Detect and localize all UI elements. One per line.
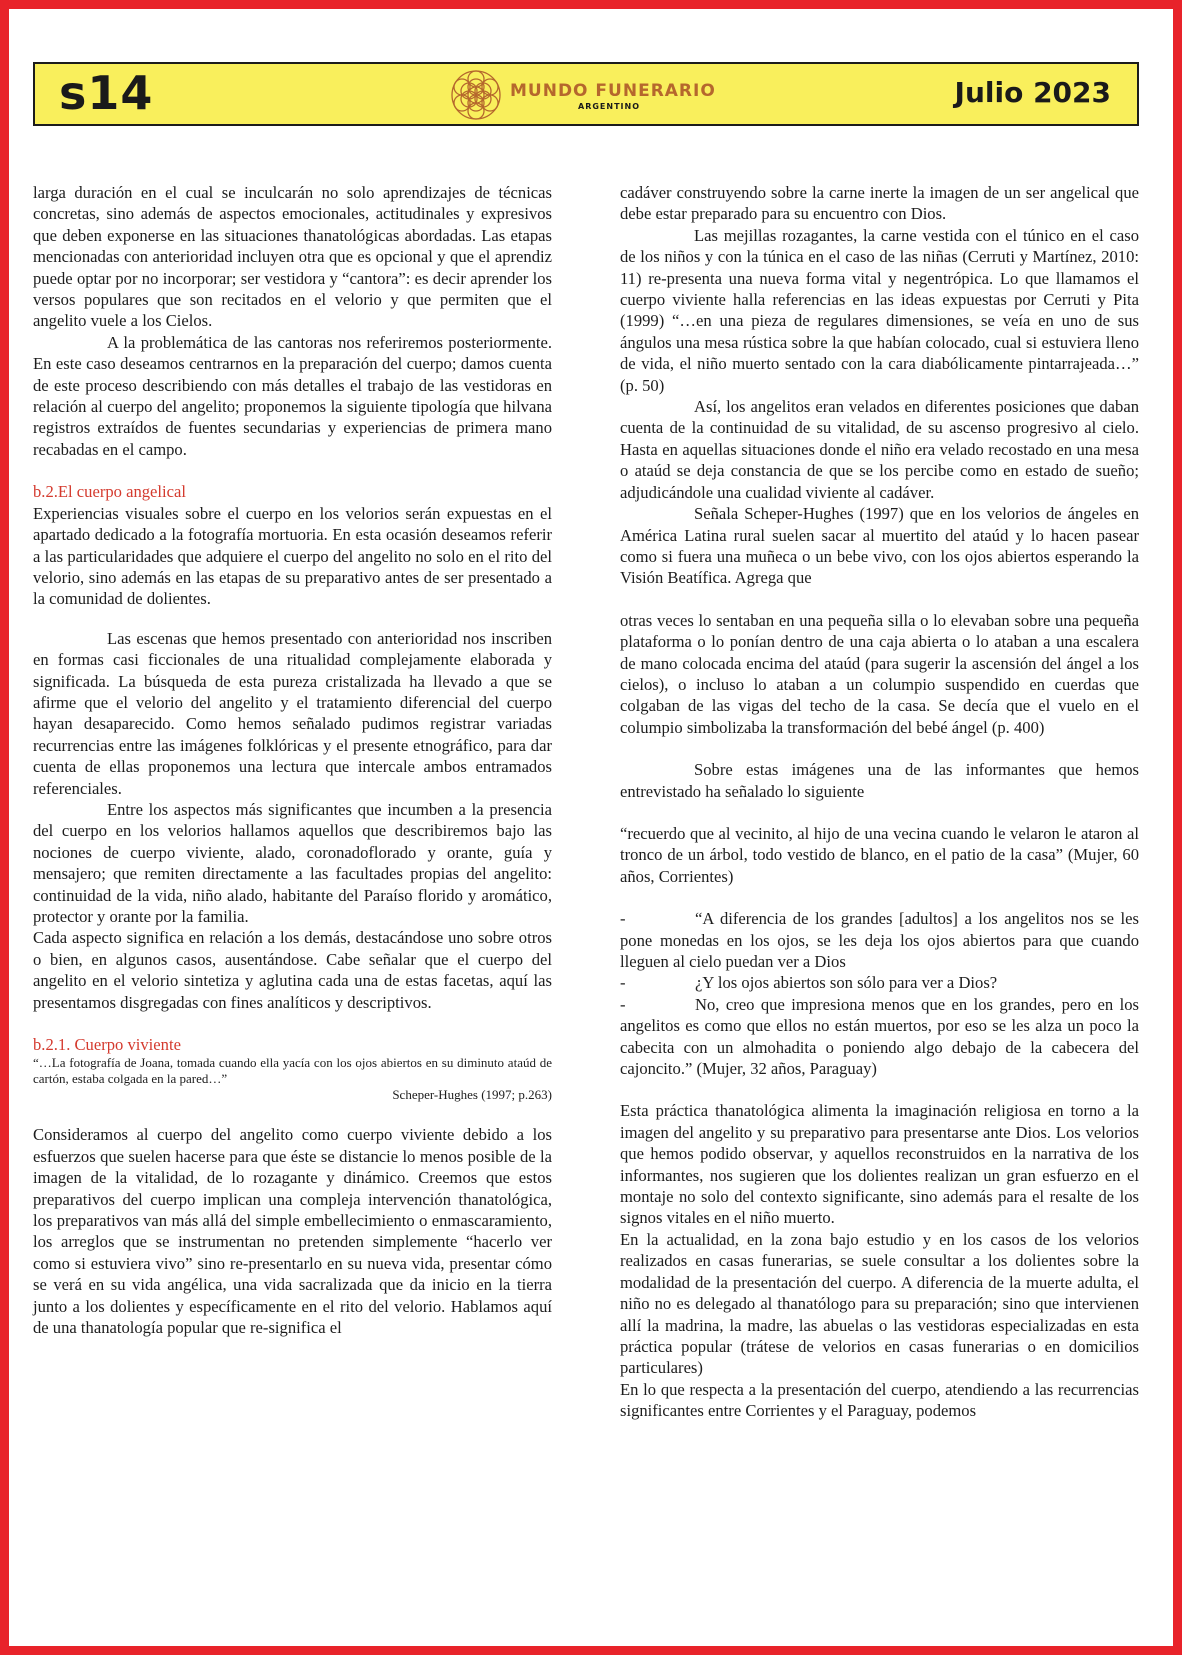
interview-text: “A diferencia de los grandes [adultos] a los angelitos nos se les pone monedas en los ojos, se les deja los ojos abiertos para que cuando lleguen al cielo puedan ver a Dios: [620, 909, 1139, 971]
paragraph: Entre los aspectos más significantes que incumben a la presencia del cuerpo en los velorios hallamos aquellos que describiremos bajo las nociones de cuerpo viviente, alado, coronadoflorado y orante, guía y mensajero; que remiten directamente a las facultades propias del angelito: continuidad de la vida, niño alado, habitante del Paraíso florido y aromático, protector y orante por la familia.: [33, 799, 552, 926]
page-number: s14: [59, 66, 154, 120]
interview-text: ¿Y los ojos abiertos son sólo para ver a Dios?: [695, 973, 998, 993]
right-column: [620, 182, 1139, 1422]
publication-logo: [450, 68, 740, 122]
epigraph-source: Scheper-Hughes (1997; p.263): [392, 1087, 552, 1103]
paragraph: Sobre estas imágenes una de las informantes que hemos entrevistado ha señalado lo siguiente: [620, 760, 1139, 801]
page-header: [33, 62, 1139, 126]
paragraph: Señala Scheper-Hughes (1997) que en los velorios de ángeles en América Latina rural suelen sacar al muertito del ataúd y lo hacen pasear como si fuera una muñeca o un bebe vivo, con los ojos abiertos esperando la Visión Beatífica. Agrega que: [620, 504, 1139, 588]
block-quote: “recuerdo que al vecinito, al hijo de una vecina cuando le velaron le ataron al tronco de un árbol, todo vestido de blanco, en el patio de la casa” (Mujer, 60 años, Corrientes): [620, 823, 1139, 886]
paragraph: cadáver construyendo sobre la carne inerte la imagen de un ser angelical que debe estar preparado para su encuentro con Dios.: [620, 183, 1139, 224]
left-column: [33, 182, 552, 1339]
paragraph: Cada aspecto significa en relación a los demás, destacándose uno sobre otros o bien, en algunos casos, ausentándose. Cabe señalar que el cuerpo del angelito en el velorio sintetiza y aglutina cada una de estas facetas, aquí las presentamos disgregadas con fines analíticos y descriptivos.: [33, 928, 552, 1012]
paragraph: Las escenas que hemos presentado con anterioridad nos inscriben en formas casi ficcionales de una ritualidad complejamente elaborada y significada. La búsqueda de esta pureza cristalizada ha llevado a que se afirme que el velorio del angelito y el tratamiento diferencial del cuerpo hayan desaparecido. Como hemos señalado pudimos registrar variadas recurrencias entre las imágenes folklóricas y el presente etnográfico, para dar cuenta de ellas proponemos una lectura que intercale ambos entramados referenciales.: [33, 628, 552, 798]
paragraph: En la actualidad, en la zona bajo estudio y en los casos de los velorios realizados en casas funerarias, se suele consultar a los dolientes sobre la modalidad de la presentación del cuerpo. A diferencia de la muerte adulta, el niño no es delegado al thanatólogo para su preparación; sino que intervienen allí la madrina, la madre, las abuelas o las vestidoras especializadas en esta práctica popular (trátese de velorios en casas funerarias o en domicilios particulares): [620, 1229, 1139, 1378]
interview-line: [620, 908, 1139, 972]
paragraph: Consideramos al cuerpo del angelito como cuerpo viviente debido a los esfuerzos que suelen hacerse para que éste se distancie lo menos posible de la imagen de la vitalidad, de lo rozagante y dinámico. Creemos que estos preparativos del cuerpo implican una compleja intervención thanatológica, los preparativos van más allá del simple embellecimiento o enmascaramiento, los arreglos que se instrumentan no pretenden simplemente “hacerlo ver como si estuviera vivo” sino re-presentarlo en su nueva vida, presentar cómo se verá en su vida angélica, una vida sacralizada que da inicio en la tierra junto a los dolientes y específicamente en el rito del velorio. Hablamos aquí de una thanatología popular que re-significa el: [33, 1125, 552, 1338]
subsection-heading: b.2.1. Cuerpo viviente: [33, 1035, 181, 1055]
interview-line: [620, 994, 1139, 1080]
paragraph: larga duración en el cual se inculcarán no solo aprendizajes de técnicas concretas, sino además de aspectos emocionales, actitudinales y expresivos que deben exponerse en las situaciones thanatológicas abordadas. Las etapas mencionadas con anterioridad incluyen otra que es opcional y que el aprendiz puede optar por no incorporar; ser vestidora y “cantora”: es decir aprender los versos populares que son recitados en el velorio y que permiten que el angelito vuele a los Cielos.: [33, 183, 552, 331]
dash-marker: -: [620, 909, 626, 929]
interview-text: No, creo que impresiona menos que en los grandes, pero en los angelitos es como que ellos no están muertos, por eso se les alza un poco la cabecita con un almohadita o poniendo algo debajo de la cabecera del cajoncito.” (Mujer, 32 años, Paraguay): [620, 994, 1139, 1079]
paragraph: A la problemática de las cantoras nos referiremos posteriormente. En este caso deseamos centrarnos en la preparación del cuerpo; damos cuenta de este proceso describiendo con más detalles el trabajo de las vestidoras en relación al cuerpo del angelito; proponemos la siguiente tipología que hilvana registros extraídos de fuentes secundarias y experiencias de primera mano recabadas en el campo.: [33, 332, 552, 459]
paragraph: Esta práctica thanatológica alimenta la imaginación religiosa en torno a la imagen del angelito y su preparativo para presentarse ante Dios. Los velorios que hemos podido observar, y aquellos reconstruidos en la narrativa de los informantes, nos sugieren que los dolientes realizan un gran esfuerzo en el montaje no solo del contexto significante, sino además para el resalte de los signos vitales en el niño muerto.: [620, 1101, 1139, 1228]
section-heading: b.2.El cuerpo angelical: [33, 482, 186, 502]
interview-line: [620, 972, 1139, 993]
paragraph: Experiencias visuales sobre el cuerpo en los velorios serán expuestas en el apartado dedicado a la fotografía mortuoria. En esta ocasión deseamos referir a las particularidades que adquiere el cuerpo del angelito no solo en el rito del velorio, sino además en las etapas de su preparativo antes de ser presentado a la comunidad de dolientes.: [33, 503, 552, 609]
logo-subtitle: ARGENTINO: [578, 102, 641, 111]
issue-date: Julio 2023: [954, 76, 1111, 109]
block-quote: otras veces lo sentaban en una pequeña silla o lo elevaban sobre una pequeña plataforma o lo ponían dentro de una caja abierta o lo ataban a una escalera de mano colocada encima del ataúd (para sugerir la ascensión del ángel a los cielos), o incluso lo ataban a un columpio suspendido en cuerdas que colgaban de las vigas del techo de la casa. Se decía que el vuelo en el columpio simbolizaba la transformación del bebé ángel (p. 400): [620, 610, 1139, 737]
dash-marker: -: [620, 994, 626, 1014]
logo-name: MUNDO FUNERARIO: [510, 81, 716, 101]
epigraph: “…La fotografía de Joana, tomada cuando ella yacía con los ojos abiertos en su diminuto ataúd de cartón, estaba colgada en la pared…”: [33, 1055, 552, 1087]
paragraph: En lo que respecta a la presentación del cuerpo, atendiendo a las recurrencias significantes entre Corrientes y el Paraguay, podemos: [620, 1379, 1139, 1421]
dash-marker: -: [620, 973, 626, 993]
flower-of-life-icon: [450, 69, 502, 121]
paragraph: Las mejillas rozagantes, la carne vestida con el túnico en el caso de los niños y con la túnica en el caso de las niñas (Cerruti y Martínez, 2010: 11) re-presenta una nueva forma vital y negentrópica. Lo que llamamos el cuerpo viviente halla referencias en las ideas expuestas por Cerruti y Pita (1999) “…en una pieza de regulares dimensiones, se veía en uno de sus ángulos una mesa rústica sobre la que habían colocado, cual si estuviera lleno de vida, el niño muerto sentado con la cara diabólicamente pintarrajeada…” (p. 50): [620, 225, 1139, 395]
paragraph: Así, los angelitos eran velados en diferentes posiciones que daban cuenta de la continuidad de su vitalidad, de su ascenso progresivo al cielo. Hasta en aquellas situaciones donde el niño era velado recostado en una mesa o ataúd se deja constancia de que se los percibe como en estado de sueño; adjudicándole una cualidad viviente al cadáver.: [620, 397, 1139, 502]
